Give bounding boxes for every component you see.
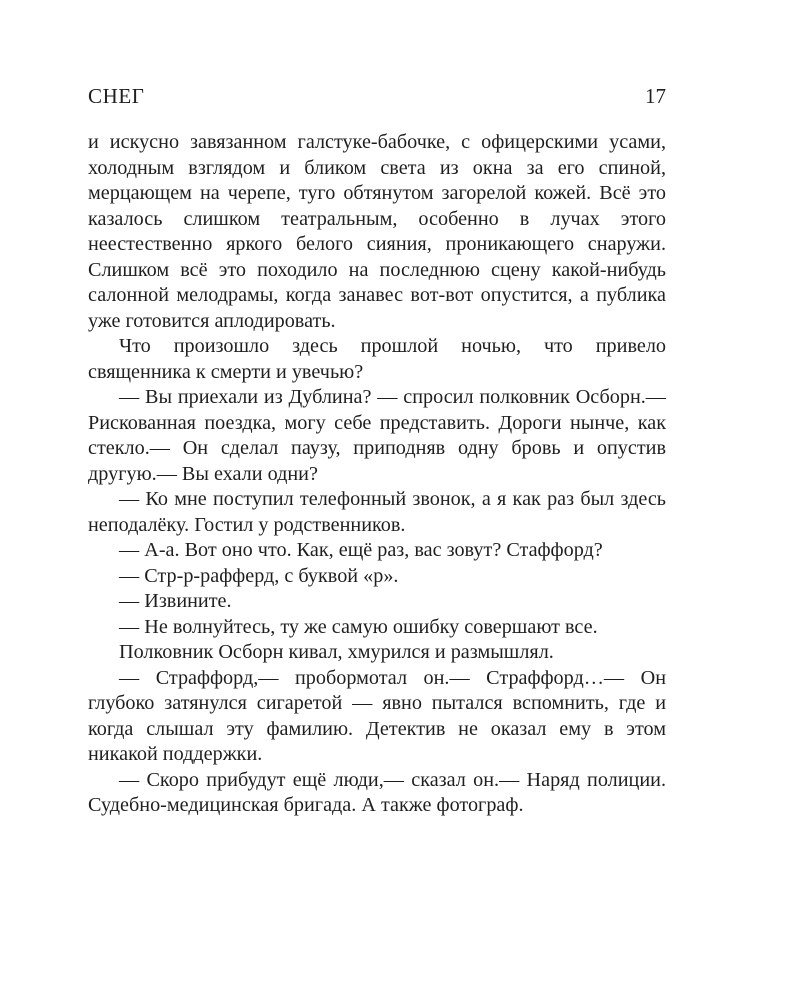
chapter-title: СНЕГ	[88, 84, 145, 108]
paragraph-continued: и искусно завязанном галстуке-бабочке, с офицерскими усами, холодным взглядом и бликом света из окна за его спиной, мерцающем на черепе, туго обтянутом загорелой кожей. Всё это казалось слишком театральным, особенно в лучах этого неестественно яркого белого сияния, проникающего снаружи. Слишком всё это походило на последнюю сцену какой-нибудь салонной мелодрамы, когда занавес вот-вот опустится, а публика уже готовится аплодировать.	[88, 131, 666, 332]
dialogue-paragraph: — Ко мне поступил телефонный звонок, а я как раз был здесь неподалёку. Гостил у родственников.	[88, 488, 666, 536]
dialogue-paragraph: — Вы приехали из Дублина? — спросил полковник Осборн.— Рискованная поездка, могу себе представить. Дороги нынче, как стекло.— Он сделал паузу, приподняв одну бровь и опустив другую.— Вы ехали одни?	[88, 386, 666, 485]
dialogue-paragraph: — Извините.	[119, 590, 232, 612]
paragraph: Что произошло здесь прошлой ночью, что привело священника к смерти и увечью?	[88, 335, 666, 383]
paragraph: Полковник Осборн кивал, хмурился и размышлял.	[119, 641, 554, 663]
dialogue-paragraph: — Страффорд,— пробормотал он.— Страффорд…— Он глубоко затянулся сигаретой — явно пытался вспомнить, где и когда слышал эту фамилию. Детектив не оказал ему в этом никакой поддержки.	[88, 666, 666, 765]
running-head	[88, 84, 666, 116]
dialogue-paragraph: — Скоро прибудут ещё люди,— сказал он.— Наряд полиции. Судебно-медицинская бригада. А также фотограф.	[88, 768, 666, 816]
body-text	[88, 130, 666, 819]
dialogue-paragraph: — Стр-р-рафферд, с буквой «р».	[119, 564, 399, 587]
book-page	[88, 84, 666, 819]
dialogue-paragraph: — Не волнуйтесь, ту же самую ошибку совершают все.	[119, 615, 598, 638]
page-number: 17	[645, 84, 666, 108]
dialogue-paragraph: — А-а. Вот оно что. Как, ещё раз, вас зовут? Стаффорд?	[119, 539, 603, 561]
